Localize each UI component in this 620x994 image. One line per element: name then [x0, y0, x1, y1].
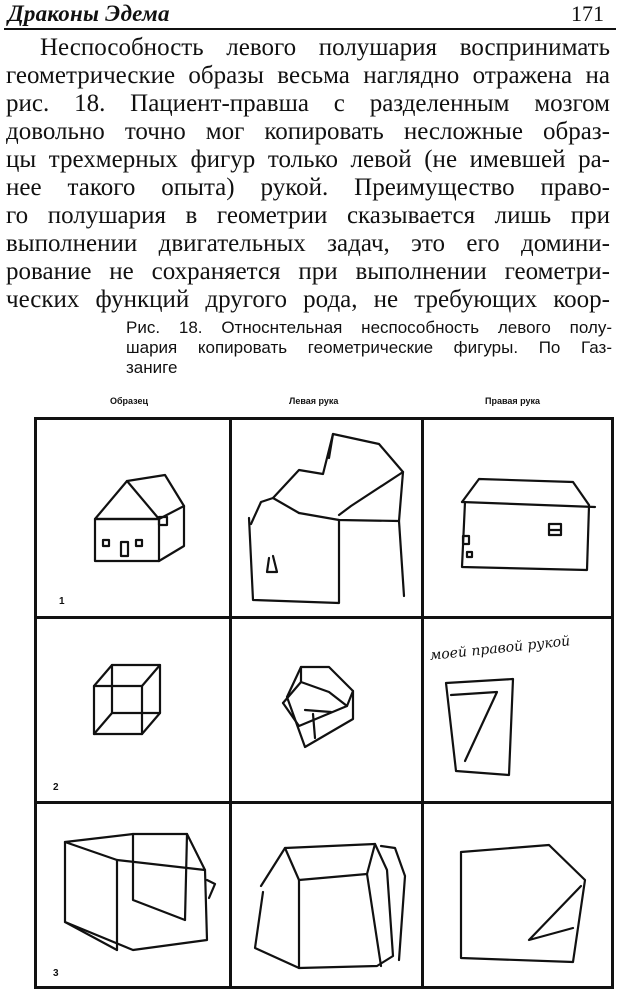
- house-left-hand-icon: [249, 434, 404, 603]
- body-line: го полушария в геометрии сказывается лишь при: [6, 202, 610, 229]
- body-line: нее такого опыта) рукой. Преимущество право-: [6, 174, 610, 201]
- figure-grid: [34, 417, 614, 989]
- body-line: геометрические образы весьма наглядно отражена на: [6, 62, 610, 89]
- row-number: 1: [59, 596, 65, 607]
- box-left-hand-icon: [255, 844, 405, 968]
- running-head: [4, 0, 616, 30]
- body-line: цы трехмерных фигур только левой (не имевшей ра-: [6, 146, 610, 173]
- caption-line: шария копировать геометрические фигуры. По Газ-: [126, 338, 612, 357]
- caption-line: заниге: [126, 358, 178, 377]
- body-line: Неспособность левого полушария воспринимать: [40, 34, 610, 61]
- house-sample-icon: [95, 475, 184, 561]
- cube-right-hand-icon: [446, 679, 513, 775]
- running-title: Драконы Эдема: [8, 1, 170, 26]
- body-line: ческих функций другого рода, не требующих коор-: [6, 286, 610, 313]
- box-sample-icon: [65, 834, 215, 950]
- handwritten-note: моей правой рукой: [429, 633, 571, 664]
- row-number: 2: [53, 782, 59, 793]
- cube-left-hand-icon: [283, 667, 353, 747]
- house-right-hand-icon: [462, 479, 595, 570]
- body-line: довольно точно мог копировать несложные образ-: [6, 118, 610, 145]
- cube-sample-icon: [94, 665, 160, 734]
- box-right-hand-icon: [461, 845, 585, 962]
- header-rule: [4, 28, 616, 30]
- column-header-right-hand: Правая рука: [485, 396, 541, 406]
- body-line: рис. 18. Пациент-правша с разделенным мозгом: [6, 90, 610, 117]
- page-number: 171: [571, 1, 604, 26]
- caption-line: Рис. 18. Относнтельная неспособность левого полу-: [126, 318, 612, 337]
- column-header-sample: Образец: [110, 396, 149, 406]
- column-header-left-hand: Левая рука: [289, 396, 339, 406]
- row-number: 3: [53, 968, 59, 979]
- figure-drawings: [37, 420, 611, 986]
- body-paragraph: [6, 34, 610, 314]
- body-line: рование не сохраняется при выполнении геометри-: [6, 258, 610, 285]
- body-line: выполнении двигательных задач, это его домини-: [6, 230, 610, 257]
- figure-caption: [126, 318, 612, 378]
